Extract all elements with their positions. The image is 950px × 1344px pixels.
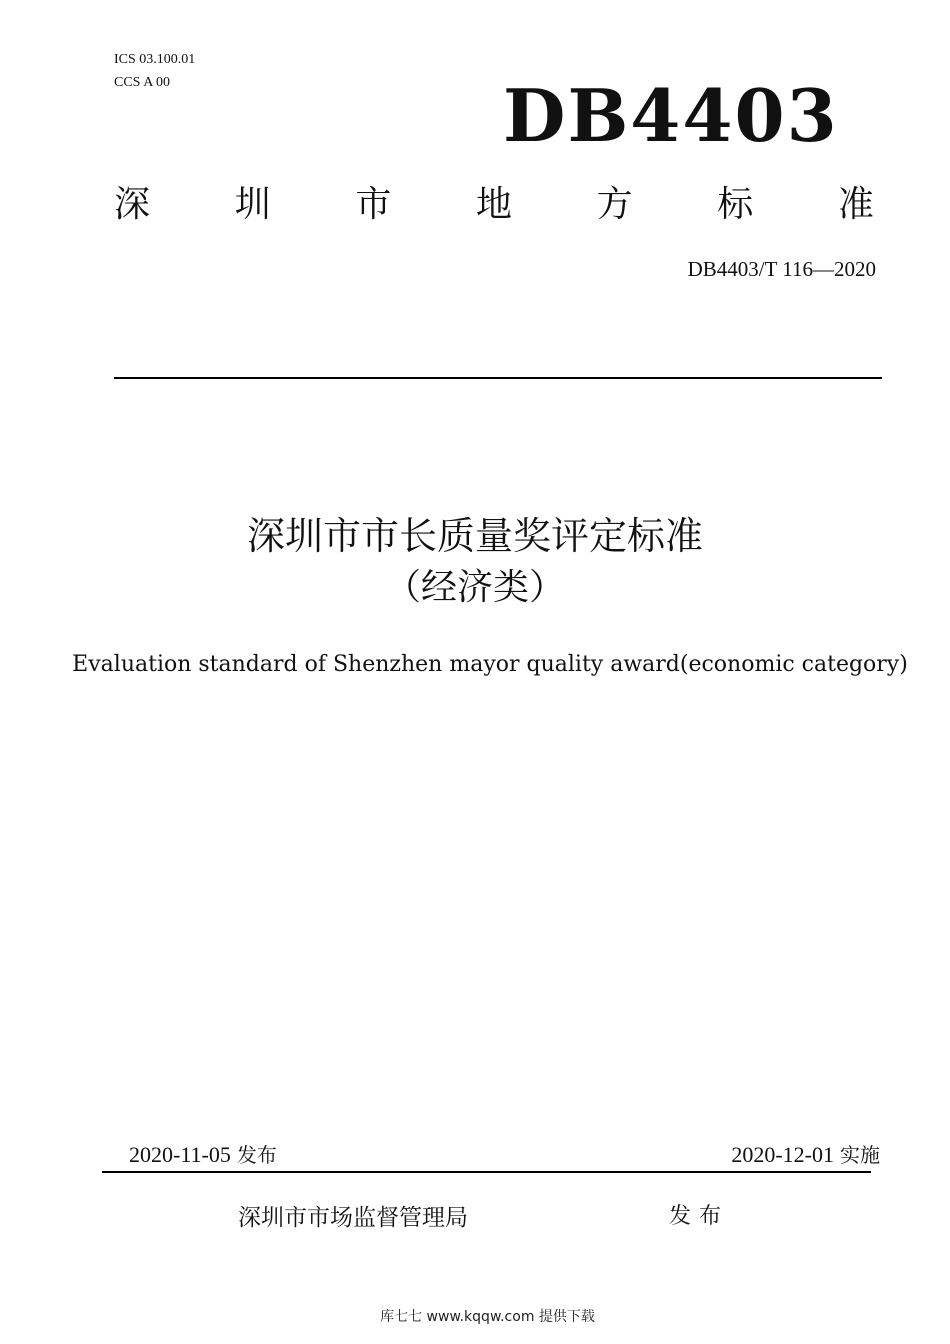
implement-date-block bbox=[731, 1139, 880, 1168]
document-title-en: Evaluation standard of Shenzhen mayor quality award(economic category) bbox=[72, 652, 908, 677]
publisher-name: 深圳市市场监督管理局 bbox=[238, 1205, 468, 1231]
db-code-logo: DB4403 bbox=[503, 73, 839, 158]
classification-codes bbox=[114, 48, 195, 94]
bottom-divider bbox=[102, 1171, 871, 1173]
ccs-code: CCS A 00 bbox=[114, 75, 171, 90]
top-divider bbox=[114, 377, 882, 379]
standard-type-char: 地 bbox=[475, 184, 512, 225]
implement-label: 实施 bbox=[840, 1143, 880, 1167]
implement-date: 2020-12-01 bbox=[731, 1142, 834, 1167]
standard-type-char: 深 bbox=[114, 184, 151, 225]
standard-type-char: 准 bbox=[837, 184, 874, 225]
standard-type-char: 圳 bbox=[234, 184, 271, 225]
footer-watermark: 库七七 www.kqqw.com 提供下载 bbox=[380, 1309, 595, 1325]
publish-label: 发布 bbox=[669, 1204, 730, 1229]
issue-date-block bbox=[129, 1139, 277, 1168]
issue-label: 发布 bbox=[236, 1143, 277, 1167]
document-title-zh: 深圳市市长质量奖评定标准 bbox=[246, 514, 703, 558]
ics-code: ICS 03.100.01 bbox=[114, 52, 196, 67]
standard-type-char: 方 bbox=[596, 184, 633, 225]
standard-type-char: 标 bbox=[717, 184, 754, 225]
document-subtitle-zh: （经济类） bbox=[384, 567, 565, 608]
standard-type-char: 市 bbox=[355, 184, 392, 225]
issue-date: 2020-11-05 bbox=[129, 1142, 231, 1167]
standard-type-title bbox=[114, 180, 874, 230]
standard-number: DB4403/T 116—2020 bbox=[687, 257, 876, 281]
